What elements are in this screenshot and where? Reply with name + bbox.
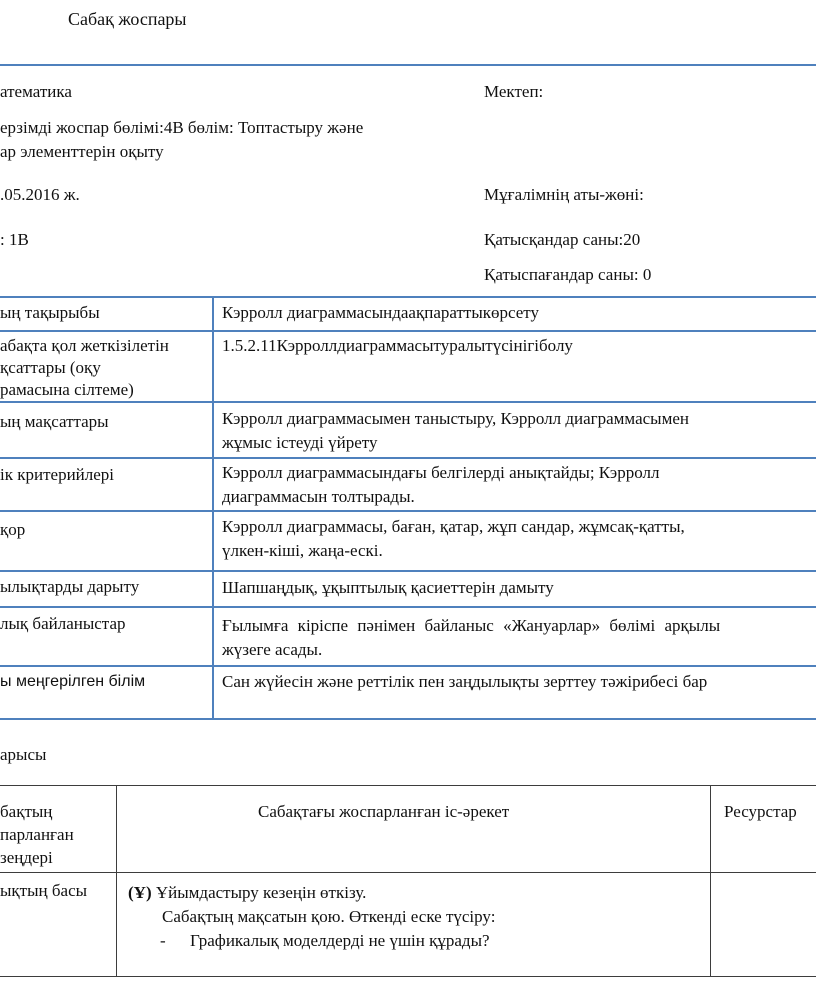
row-value: Ғылымға кіріспе пәнімен байланыс «Жануарлар» бөлімі арқылы xyxy=(222,616,721,635)
bullet: - xyxy=(160,931,166,950)
lesson-date: .05.2016 ж. xyxy=(0,185,80,204)
activity-header: Сабақтағы жоспарланған іс-әрекет xyxy=(258,802,510,821)
row-label: ік критерийлері xyxy=(0,465,115,484)
row-label: лық байланыстар xyxy=(0,614,126,633)
activity-text: Сабақтың мақсатын қою. Өткенді еске түсіру: xyxy=(162,907,496,926)
row-value: Кэрролл диаграммасындаақпараттыкөрсету xyxy=(222,303,540,322)
activity-marker: (Ұ) xyxy=(128,883,152,902)
stages-header: бақтың xyxy=(0,802,53,821)
row-label: ы меңгерілген білім xyxy=(0,673,146,690)
present-count-label: Қатысқандар саны:20 xyxy=(484,230,641,249)
subject-label: атематика xyxy=(0,82,72,101)
absent-count-label: Қатыспағандар саны: 0 xyxy=(484,265,652,284)
resources-header: Ресурстар xyxy=(724,802,797,821)
row-label: ың тақырыбы xyxy=(0,303,100,322)
row-value: Сан жүйесін және реттілік пен заңдылықты зерттеу тәжірибесі бар xyxy=(222,672,708,691)
header-table-divider xyxy=(0,296,816,298)
row-value: жұмыс істеуді үйрету xyxy=(222,433,378,452)
row-value: Кэрролл диаграммасындағы белгілерді анықтайды; Кэрролл xyxy=(222,463,660,482)
stages-header: зеңдері xyxy=(0,848,53,867)
row-label: рамасына сілтеме) xyxy=(0,380,134,399)
activity-text: Ұйымдастыру кезеңін өткізу. xyxy=(151,883,367,902)
row-value: Кэрролл диаграммасы, баған, қатар, жұп сандар, жұмсақ-қатты, xyxy=(222,517,685,536)
page-title: Сабақ жоспары xyxy=(68,9,187,29)
row-value: 1.5.2.11Кэрроллдиаграммасытуралытүсінігіболу xyxy=(222,336,573,355)
row-value: диаграммасын толтырады. xyxy=(222,487,415,506)
header-table-top-border xyxy=(0,64,816,66)
row-label: ың мақсаттары xyxy=(0,412,109,431)
teacher-name-label: Мұғалімнің аты-жөні: xyxy=(484,185,644,204)
stages-header: парланған xyxy=(0,825,74,844)
stage-cell: ықтың басы xyxy=(0,881,88,900)
lesson-progress-title: арысы xyxy=(0,745,47,764)
row-label: қсаттары (оқу xyxy=(0,358,101,377)
row-label: ылықтарды дарыту xyxy=(0,577,140,596)
row-label: абақта қол жеткізілетін xyxy=(0,336,169,355)
row-value: Шапшаңдық, ұқыптылық қасиеттерін дамыту xyxy=(222,578,554,597)
class-label: : 1В xyxy=(0,230,29,249)
activity-text: Графикалық моделдерді не үшін құрады? xyxy=(190,931,490,950)
school-label: Мектеп: xyxy=(484,82,544,101)
plan-section-line2: ар элементтерін оқыту xyxy=(0,142,164,161)
row-value: үлкен-кіші, жаңа-ескі. xyxy=(222,541,383,560)
row-label: қор xyxy=(0,520,26,539)
row-value: жүзеге асады. xyxy=(222,640,323,659)
plan-section-line1: ерзімді жоспар бөлімі:4В бөлім: Топтастыру және xyxy=(0,118,364,137)
row-value: Кэрролл диаграммасымен таныстыру, Кэрролл диаграммасымен xyxy=(222,409,689,428)
